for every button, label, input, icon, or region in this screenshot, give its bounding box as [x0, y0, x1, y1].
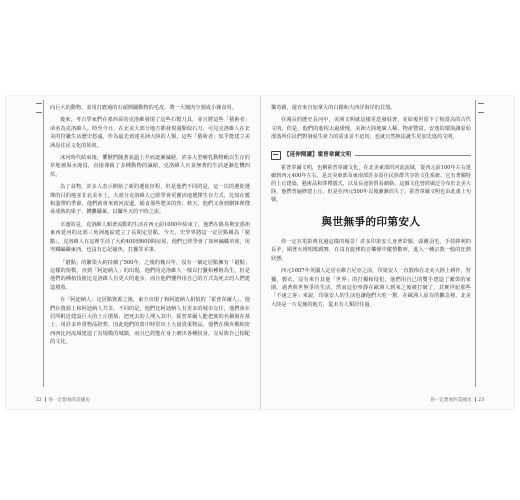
extended-reading-body: [271, 164, 471, 205]
page-number: 22: [36, 398, 42, 403]
paragraph: 在「阿迪納人」定居點資源之後，東方出現了和阿迪納人相似的「霍普韋爾人」。他們在資源上和阿迪納人共享，不同的是，他們比阿迪納人有更多的城市交往，他們會在居所附近建設巨大的土丘墳墓，把死去的人埋入其中。霍普韋爾人能把族的名稱刻在墓上，用許多珍貴物品陪葬，因此他們的墓中時常出土大量貴重物品，他們在俄亥俄和密西西比河流域建造了有規模的城鎮，而且已經能在身上刺出各種紋身，交易與自己相配的文化。: [50, 297, 250, 346]
paragraph: 向巨大的動物，並用打磨過的石頭開闢動物的毛皮，將一大塊肉分割成小塊食用。: [50, 105, 237, 111]
paragraph: 西元1607年英國人定居在維吉尼亞之前，印第安人一直散佈在北美大陸上耕作，狩獵，製衣，沒有來自其他「世界」的打擾和侵犯，他們用自己的雙手建造了繁榮的家園，過著與世無爭的生活。然而這份寧靜在歐洲人到來之後被打破了，其實世紀那些「不速之客」來說，印第安人的生活也讓他們大吃一驚，在歐洲人原有的觀念裡，北美大陸是一片荒蕪的地方，從未有人類居住過。: [271, 268, 471, 308]
right-page: [261, 96, 514, 409]
book-icon: [271, 151, 281, 160]
paragraph: 在漫長的歷史長河中，美洲文明就這樣更迭發展著，並給後世留下了相當高的古代文明，但是，他們的進程太過緩慢，美洲大陸地廣人稀，物產豐富，安逸的環境讓原始部落所住民們對發展生產力的需求並不迫切，也就自然無法誕生更加先進的文明。: [271, 117, 471, 141]
extended-reading-title: 【延伸閱讀】霍普韋爾文明: [284, 151, 352, 158]
extended-reading-header: [271, 151, 471, 160]
running-title: 你一定想看的美國史: [430, 398, 472, 403]
timeline-rule: [475, 100, 476, 387]
page-number: 23: [478, 398, 484, 403]
left-side-notes: [8, 102, 42, 111]
paragraph: 幸運的是，克洛維人順著流動的生活在西元前1000年結束了，他們在路易斯安那州東西延河的北部三角洲地區建立了長期定居點。今天，史學界將這一定居點稱為「窮點」，克洛維人在這裡生活了大約400到600間房屋，他們已經學會了如何編織草席，用卑鐵編織東西，也沒有忘記捕魚，打獵等本事。: [50, 221, 250, 254]
paragraph: 後來，考古學家們在墨西哥的克洛維發現了這些石製刀具，並且將這些「藝術者」命名為克洛維人。時至今日，在北美大部分地方都發現過類似石刀，可見克洛維人在北美的狩獵生活歷史悠遠，作為最先到達美洲大陸的人類，這些「藝術者」似乎能建立美洲原住民文化的始祖。: [50, 117, 250, 149]
paragraph: 「窮點」的繁榮大約持續了500年，之後的幾百年，沒有一個定居點擁有「窮點」這樣的規模，直到「阿迪納人」的出現。他們同克洛維人一樣以打獵和種植為生，但是他們的種植技術比克洛維人有更大的進步，而且他們懂得用自己的方式為死去的人們建造墳墓。: [50, 259, 250, 291]
right-body-text: [271, 104, 471, 309]
timeline-rule: [43, 100, 44, 387]
left-body-text: [50, 104, 250, 347]
paragraph: 你一定在電影裡見過這樣的場景！許多印第安人身著彩服，頭戴羽毛，手持鋒利的長矛，圍著火堆唱歌跳舞，在沒有旋律的音樂聲中縱情歡呼，進入一種宗教一般的狂熱狀態。: [271, 239, 471, 262]
paragraph: 冰河時代結束後，懼獸們隨著氣溫上升而逐漸滅絕，許多大型哺乳動物賴以生存的草地被海水淹沒，直接導致了多種動物的滅絕，克洛維人衣食無著的生活逐漸危機四伏。: [50, 155, 250, 178]
chapter-title: 與世無爭的印第安人: [321, 215, 421, 228]
paragraph: 獨奇蹟，還有來自加拿大的白銀和大西洋海岸的貝殼。: [271, 105, 396, 111]
book-spread: [6, 96, 514, 409]
left-page: [6, 96, 260, 409]
right-footer: [430, 397, 484, 403]
right-side-notes: [478, 102, 512, 111]
divider: [355, 155, 471, 156]
left-footer: [36, 397, 90, 403]
paragraph: 霍普韋爾文明，也稱霍普韋爾文化，在北美東部的河流流域，從西元前100年左右延續到西元400年左右，是北美東部及東南部許多原住民族群共享的文化系統。它有著獨特的土丘建築、藝術品和葬禮儀式，以及長途的貿易網絡。這個文化曾經廣泛分布於北美大陸，他們普遍修建土丘，但是在西元500年以後漸漸消失了，霍普韋爾文明也由此畫上句號。: [271, 164, 471, 204]
running-title: 你一定想看的美國史: [48, 398, 90, 403]
paragraph: 為了食物，許多人表示開始了新的遷徙征程，但是他們不同的是，這一次的遷徙選擇的目的地並非北美本土。大部分克洛維人已經學會更靈活地選擇生存方式，比如在暖和溫帶的季節，他們就會來到河流邊，捕食那些肥美的魚；秋天，他們又會到樹林裡搜尋成熟的果子、鑽攤蘿萊，以攝冬天的不時之需。: [50, 184, 250, 216]
